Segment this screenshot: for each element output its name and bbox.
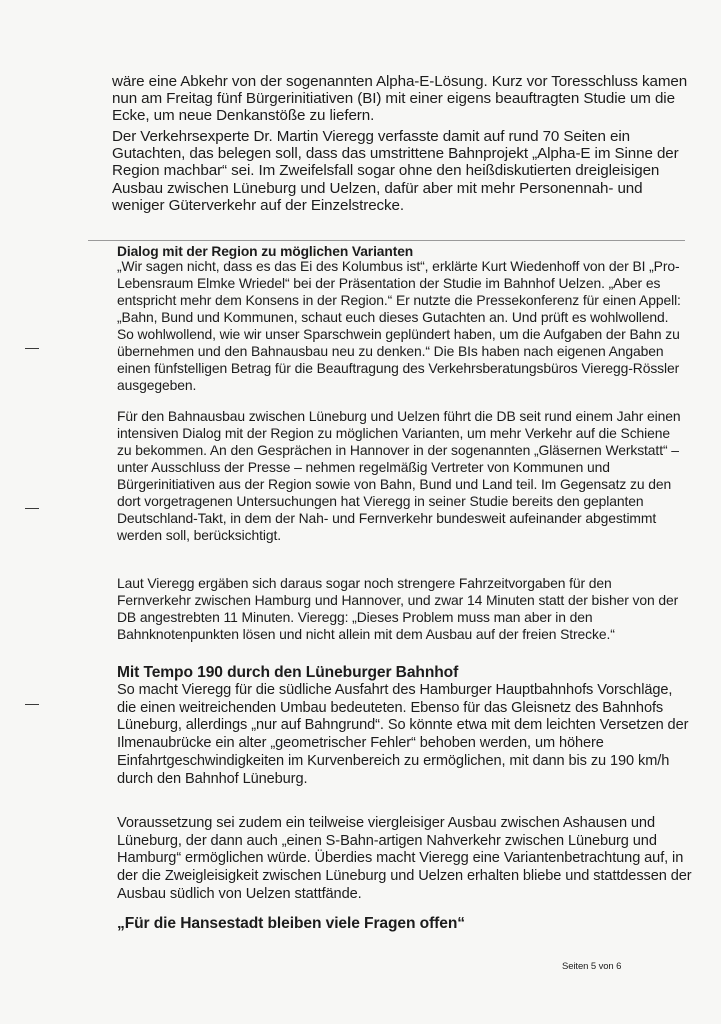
dialog-paragraph-2: Für den Bahnausbau zwischen Lüneburg und Uelzen führt die DB seit rund einem Jahr einen intensiven Dialog mit der Region zu möglichen Varianten, um mehr Verkehr auf die Schiene zu bekommen. An den Gesprächen in Hannover in der sogenannten „Gläsernen Werkstatt“ – unter Ausschluss der Presse – nehmen regelmäßig Vertreter von Kommunen und Bürgerinitiativen aus der Region sowie von Bahn, Bund und Land teil. Im Gegensatz zu den dort vorgetragenen Untersuchungen hat Vieregg in seiner Studie bereits den geplanten Deutschland-Takt, in dem der Nah- und Fernverkehr bundesweit aufeinander abgestimmt werden soll, berücksichtigt.	[117, 408, 681, 543]
tempo-paragraph-1: So macht Vieregg für die südliche Ausfahrt des Hamburger Hauptbahnhofs Vorschläge, die einen weitreichenden Umbau bedeuteten. Ebenso für das Gleisnetz des Bahnhofs Lüneburg, allerdings „nur auf Bahngrund“. So könnte etwa mit dem leichten Versetzen der Ilmenaubrücke ein alter „geometrischer Fehler“ behoben werden, um höhere Einfahrtgeschwindigkeiten im Kurvenbereich zu ermöglichen, mit dann bis zu 190 km/h durch den Bahnhof Lüneburg.	[117, 682, 689, 787]
section-divider	[88, 240, 685, 241]
page-number: Seiten 5 von 6	[562, 961, 622, 972]
dialog-paragraph-3: Laut Vieregg ergäben sich daraus sogar noch strengere Fahrzeitvorgaben für den Fernverkehr zwischen Hamburg und Hannover, und zwar 14 Minuten statt der bisher von der DB angestrebten 11 Minuten. Vieregg: „Dieses Problem muss man aber in den Bahnknotenpunkten lösen und nicht allein mit dem Ausbau auf der freien Strecke.“	[117, 575, 679, 642]
tempo-paragraph-2: Voraussetzung sei zudem ein teilweise viergleisiger Ausbau zwischen Ashausen und Lüneburg, der dann auch „einen S-Bahn-artigen Nahverkehr zwischen Lüneburg und Hamburg“ ermöglichen würde. Überdies macht Vieregg eine Variantenbetrachtung auf, in der die Zweigleisigkeit zwischen Lüneburg und Uelzen erhalten bliebe und stattdessen der Ausbau südlich von Uelzen stattfände.	[117, 815, 692, 902]
dialog-heading: Dialog mit der Region zu möglichen Varianten	[117, 244, 414, 259]
hansestadt-heading: „Für die Hansestadt bleiben viele Fragen offen“	[117, 915, 465, 932]
intro-paragraph: wäre eine Abkehr von der sogenannten Alpha-E-Lösung. Kurz vor Toresschluss kamen nun am Freitag fünf Bürgerinitiativen (BI) mit einer eigens beauftragten Studie um die Ecke, um neue Denkanstöße zu liefern.	[112, 73, 688, 125]
margin-mark	[25, 348, 39, 349]
verkehrsexperte-paragraph: Der Verkehrsexperte Dr. Martin Vieregg verfasste damit auf rund 70 Seiten ein Gutachten, das belegen soll, dass das umstrittene Bahnprojekt „Alpha-E im Sinne der Region machbar“ sei. Im Zweifelsfall sogar ohne den heißdiskutierten dreigleisigen Ausbau zwischen Lüneburg und Uelzen, dafür aber mit mehr Personennah- und weniger Güterverkehr auf der Einzelstrecke.	[112, 128, 679, 214]
dialog-paragraph-1: „Wir sagen nicht, dass es das Ei des Kolumbus ist“, erklärte Kurt Wiedenhoff von der BI „Pro-Lebensraum Elmke Wriedel“ bei der Präsentation der Studie im Bahnhof Uelzen. „Aber es entspricht mehr dem Konsens in der Region.“ Er nutzte die Pressekonferenz für einen Appell: „Bahn, Bund und Kommunen, schaut euch dieses Gutachten an. Und prüft es wohlwollend. So wohlwollend, wie wir unser Sparschwein geplündert haben, um die Aufgaben der Bahn zu übernehmen und den Bahnausbau neu zu denken.“ Die BIs haben nach eigenen Angaben einen fünfstelligen Betrag für die Beauftragung des Verkehrsberatungsbüros Vieregg-Rössler ausgegeben.	[117, 258, 681, 393]
margin-mark	[25, 704, 39, 705]
tempo-heading: Mit Tempo 190 durch den Lüneburger Bahnhof	[117, 664, 459, 681]
margin-mark	[25, 508, 39, 509]
